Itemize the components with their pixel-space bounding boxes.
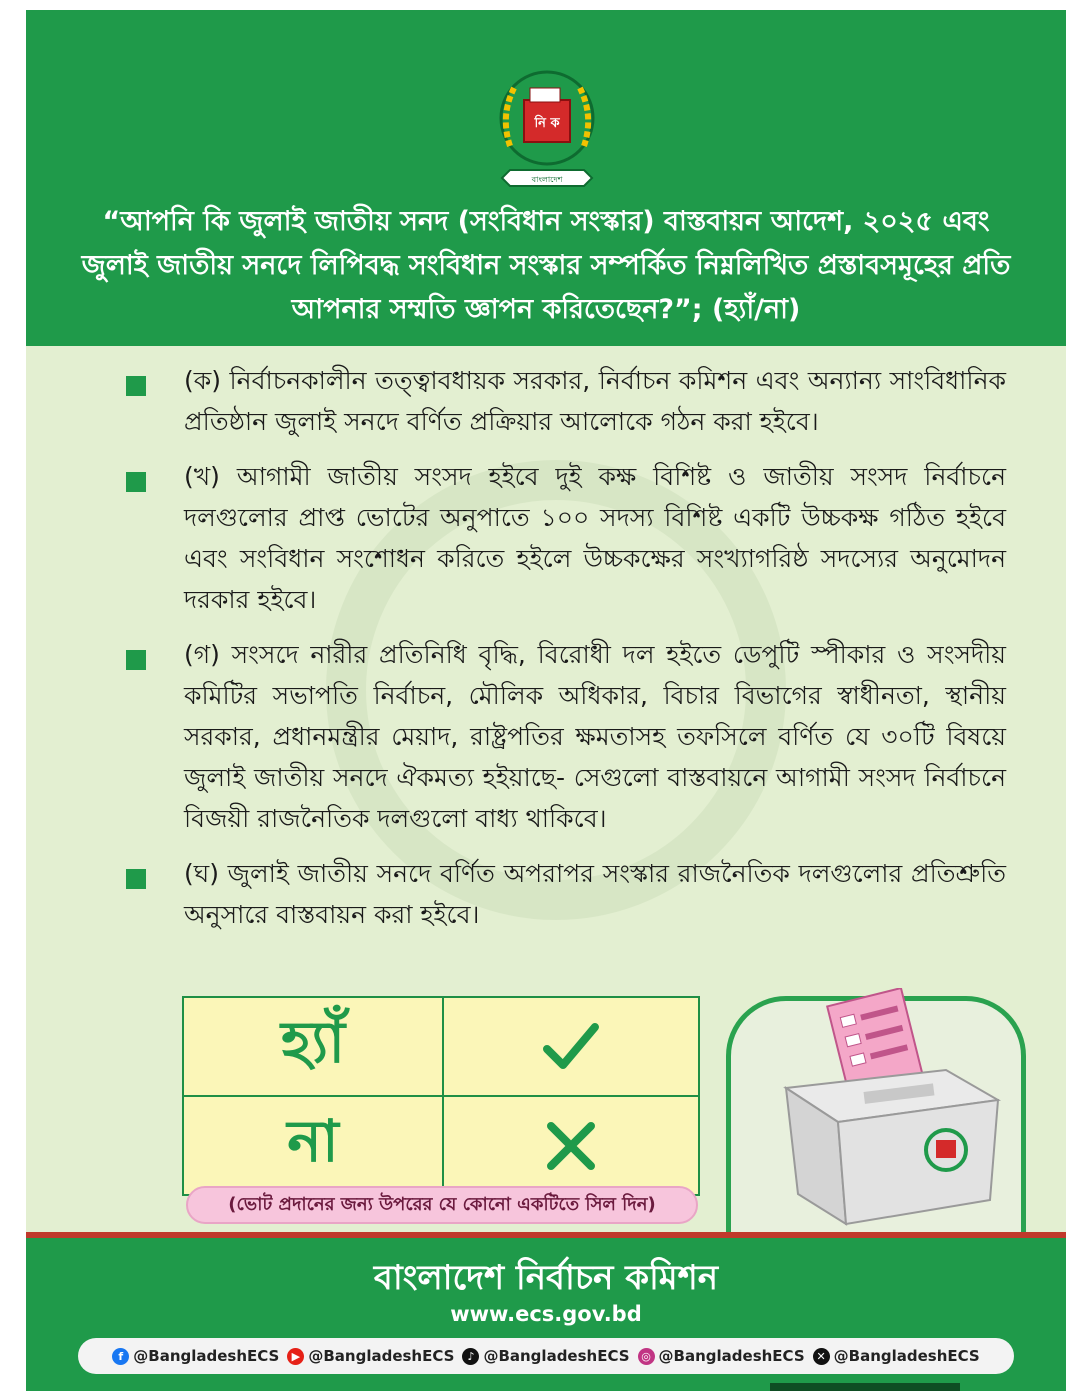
proposal-item xyxy=(126,634,1006,839)
proposal-text: (গ) সংসদে নারীর প্রতিনিধি বৃদ্ধি, বিরোধী দল হইতে ডেপুটি স্পীকার ও সংসদীয় কমিটির সভাপতি নির্বাচন, মৌলিক অধিকার, বিচার বিভাগের স্বাধীনতা, স্থানীয় সরকার, প্রধানমন্ত্রীর মেয়াদ, রাষ্ট্রপতির ক্ষমতাসহ তফসিলে বর্ণিত যে ৩০টি বিষয়ে জুলাই জাতীয় সনদে ঐকমত্য হইয়াছে- সেগুলো বাস্তবায়নে আগামী সংসদ নির্বাচনে বিজয়ী রাজনৈতিক দলগুলো বাধ্য থাকিবে। xyxy=(184,640,1006,833)
proposal-list xyxy=(126,360,1006,949)
social-link-youtube[interactable] xyxy=(287,1347,454,1365)
proposal-text: (খ) আগামী জাতীয় সংসদ হইবে দুই কক্ষ বিশিষ্ট ও জাতীয় সংসদ নির্বাচনে দলগুলোর প্রাপ্ত ভোটের অনুপাতে ১০০ সদস্য বিশিষ্ট একটি উচ্চকক্ষ গঠিত হইবে এবং সংবিধান সংশোধন করিতে হইলে উচ্চকক্ষের সংখ্যাগরিষ্ঠ সদস্যের অনুমোদন দরকার হইবে। xyxy=(184,462,1006,614)
x-icon: ✕ xyxy=(813,1348,830,1365)
proposal-item xyxy=(126,853,1006,935)
tiktok-icon: ♪ xyxy=(462,1348,479,1365)
website-link[interactable]: www.ecs.gov.bd xyxy=(450,1302,642,1326)
no-label-cell[interactable] xyxy=(184,1097,442,1194)
social-handle: @BangladeshECS xyxy=(658,1347,805,1365)
social-handle: @BangladeshECS xyxy=(483,1347,630,1365)
proposal-item xyxy=(126,360,1006,442)
proposal-text: (ক) নির্বাচনকালীন তত্ত্বাবধায়ক সরকার, নির্বাচন কমিশন এবং অন্যান্য সাংবিধানিক প্রতিষ্ঠান জুলাই সনদে বর্ণিত প্রক্রিয়ার আলোকে গঠন করা হইবে। xyxy=(184,366,1006,436)
yes-label: হ্যাঁ xyxy=(280,1008,346,1076)
no-label: না xyxy=(287,1107,339,1175)
social-link-tiktok[interactable] xyxy=(462,1347,629,1365)
proposal-item xyxy=(126,456,1006,620)
emblem-ribbon-text: বাংলাদেশ xyxy=(531,175,563,184)
square-bullet-icon xyxy=(126,472,146,492)
social-handle: @BangladeshECS xyxy=(133,1347,280,1365)
yes-mark-cell[interactable] xyxy=(444,998,698,1095)
social-links-bar xyxy=(78,1338,1014,1374)
organization-name: বাংলাদেশ নির্বাচন কমিশন xyxy=(373,1258,719,1298)
referendum-question: “আপনি কি জুলাই জাতীয় সনদ (সংবিধান সংস্কার) বাস্তবায়ন আদেশ, ২০২৫ এবং জুলাই জাতীয় সনদে লিপিবদ্ধ সংবিধান সংস্কার সম্পর্কিত নিম্নলিখিত প্রস্তাবসমূহের প্রতি আপনার সম্মতি জ্ঞাপন করিতেছেন?”; (হ্যাঁ/না) xyxy=(81,206,1011,325)
social-handle: @BangladeshECS xyxy=(308,1347,455,1365)
no-mark-cell[interactable] xyxy=(444,1097,698,1194)
square-bullet-icon xyxy=(126,376,146,396)
youtube-icon: ▶ xyxy=(287,1348,304,1365)
facebook-icon: f xyxy=(112,1348,129,1365)
vote-instruction: (ভোট প্রদানের জন্য উপরের যে কোনো একটিতে সিল দিন) xyxy=(186,1186,698,1224)
square-bullet-icon xyxy=(126,869,146,889)
header xyxy=(26,10,1066,346)
checkmark-icon xyxy=(541,1019,601,1075)
emblem-box-letters: নি ক xyxy=(534,116,560,131)
proposal-text: (ঘ) জুলাই জাতীয় সনদে বর্ণিত অপরাপর সংস্কার রাজনৈতিক দলগুলোর প্রতিশ্রুতি অনুসারে বাস্তবায়ন করা হইবে। xyxy=(184,859,1006,929)
social-link-facebook[interactable] xyxy=(112,1347,279,1365)
yes-label-cell[interactable] xyxy=(184,998,442,1095)
footer xyxy=(26,1238,1066,1391)
social-link-instagram[interactable] xyxy=(638,1347,805,1365)
square-bullet-icon xyxy=(126,650,146,670)
cross-icon xyxy=(543,1118,599,1174)
instagram-icon: ◎ xyxy=(638,1348,655,1365)
poster xyxy=(26,10,1066,1391)
social-link-x[interactable] xyxy=(813,1347,980,1365)
social-handle: @BangladeshECS xyxy=(833,1347,980,1365)
vote-table xyxy=(182,996,700,1196)
table-divider xyxy=(184,1095,698,1097)
election-commission-emblem-icon xyxy=(492,66,602,192)
ballot-box-icon xyxy=(746,988,1016,1228)
bottom-edge-bar xyxy=(770,1383,960,1391)
